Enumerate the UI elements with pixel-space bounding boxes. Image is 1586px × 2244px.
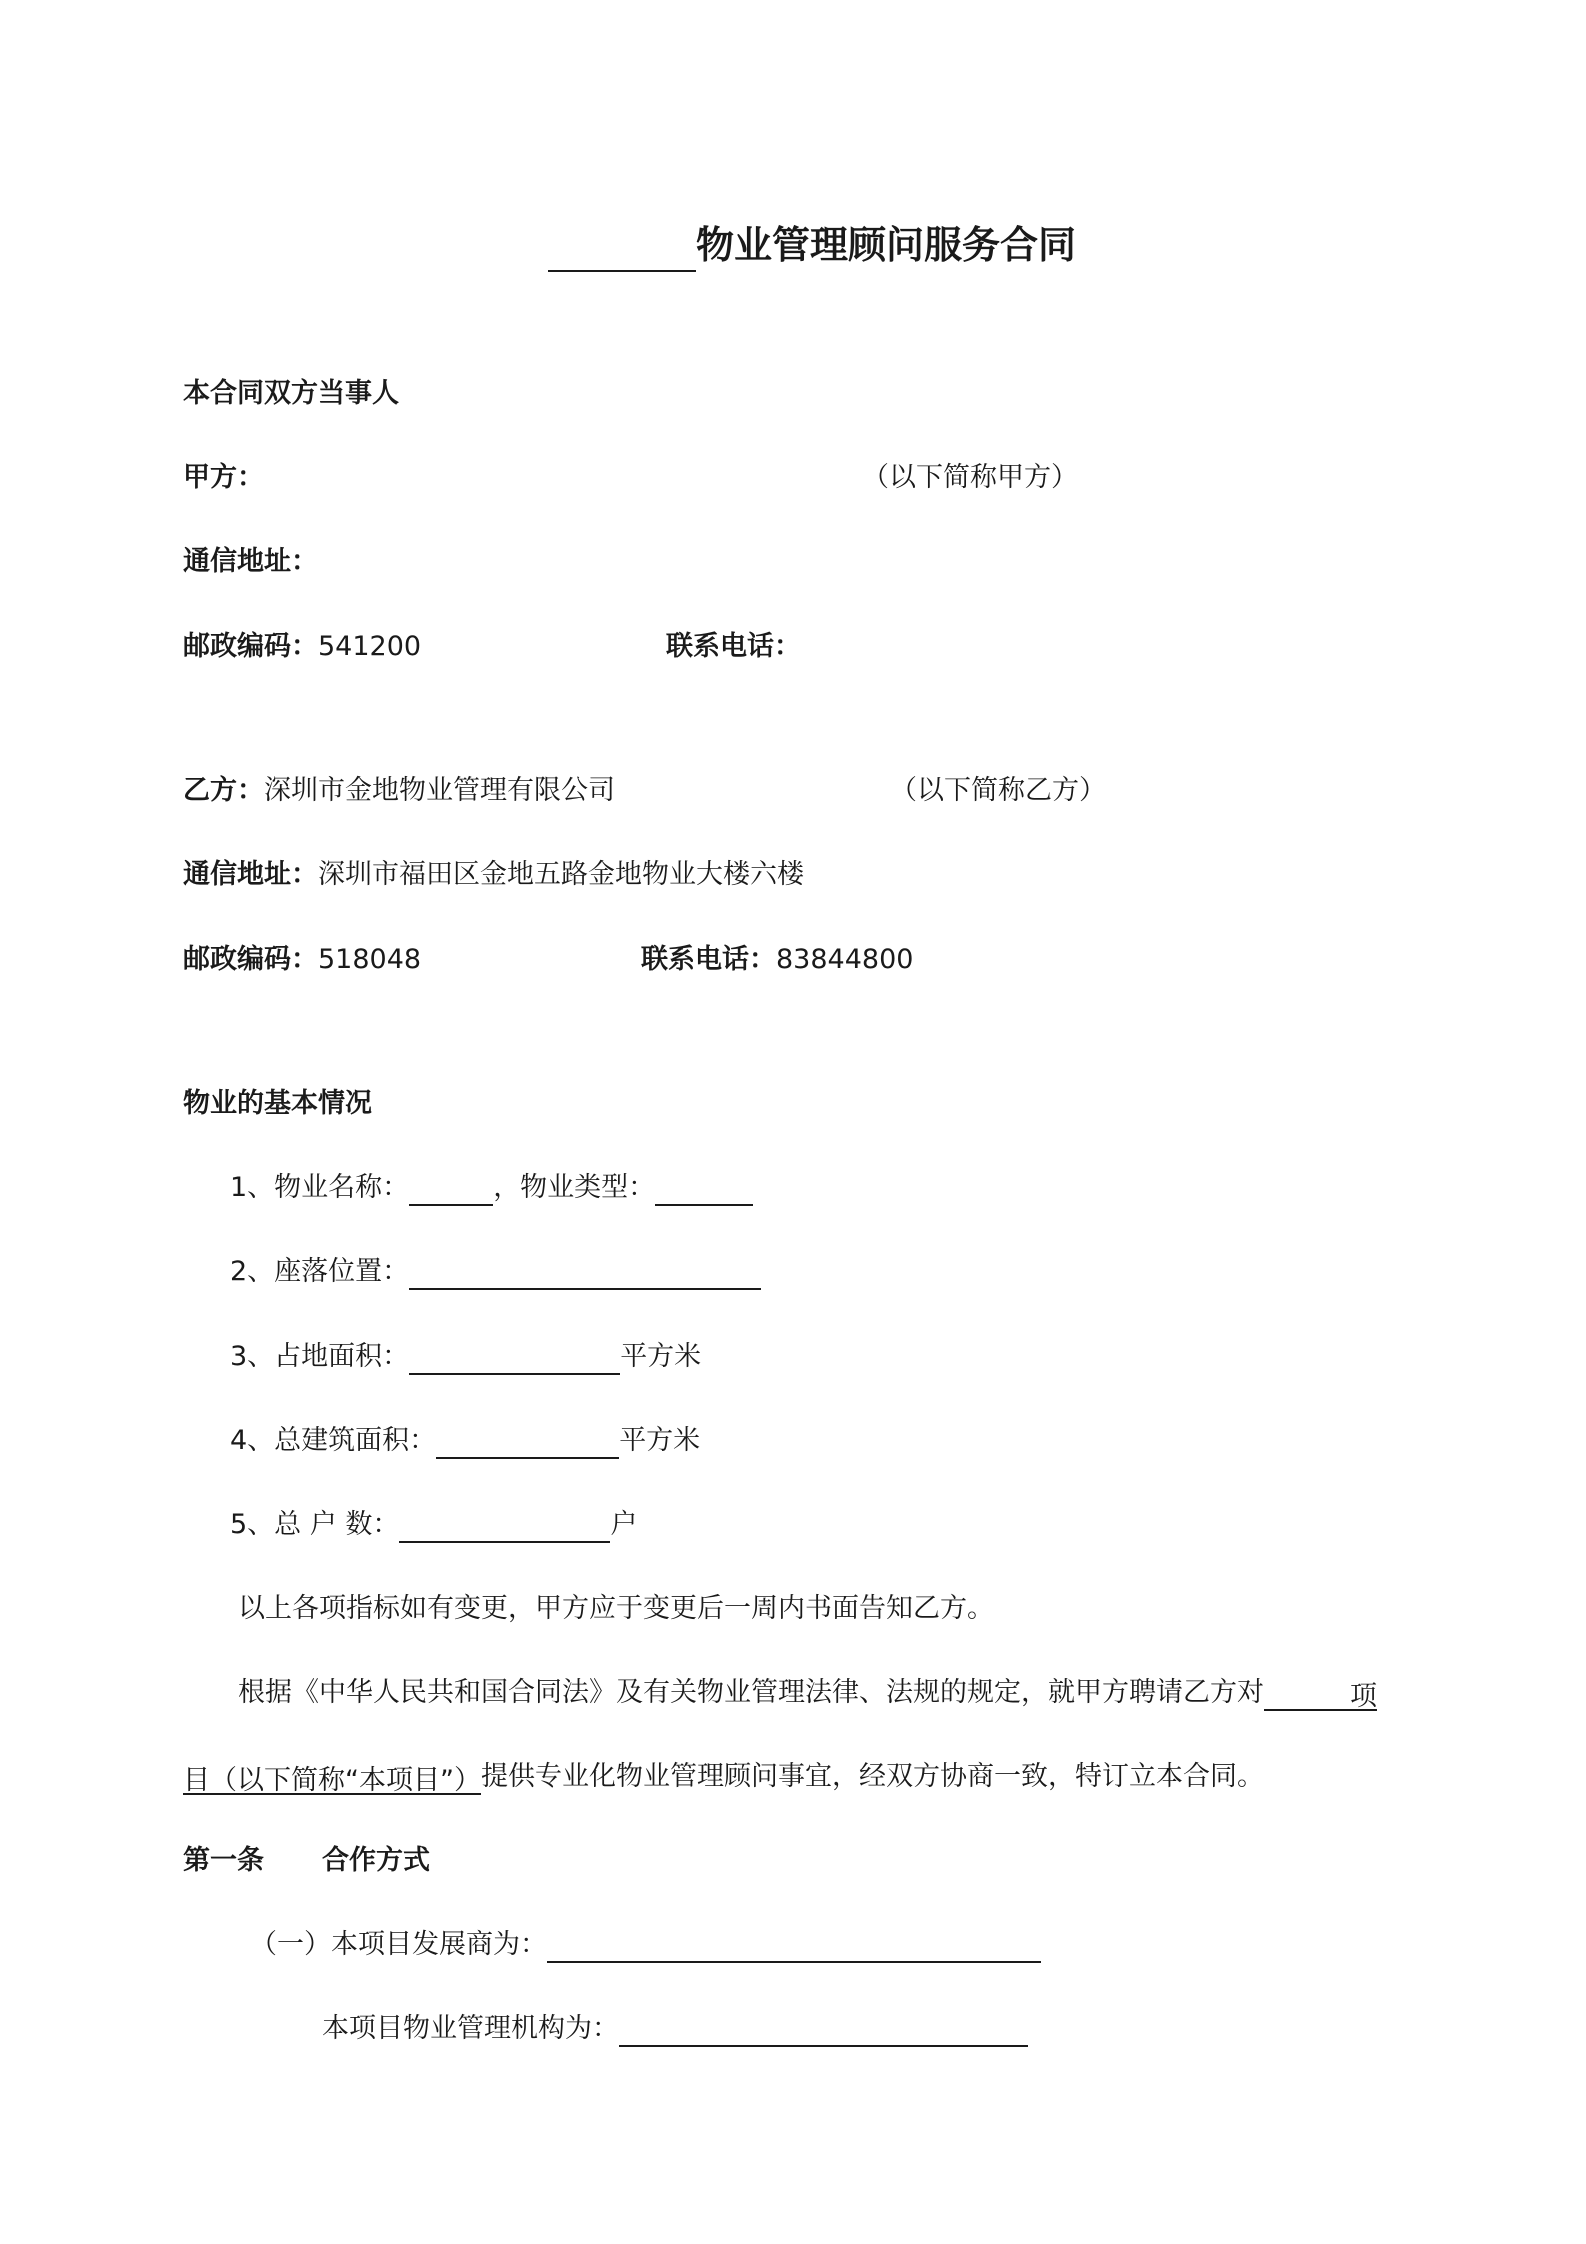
property-item-3 [230,1339,701,1375]
property-type-blank [655,1174,753,1206]
party-a-postcode-label: 邮政编码： [183,631,318,662]
article-1-item-2 [322,2011,1028,2047]
party-b-row [183,773,615,809]
party-b-phone-row [641,942,913,978]
article-1-number: 第一条 [183,1845,264,1876]
property-heading: 物业的基本情况 [183,1088,372,1119]
households-blank [399,1511,610,1543]
intro-text-1: 根据《中华人民共和国合同法》及有关物业管理法律、法规的规定，就甲方聘请乙方对 [238,1677,1264,1708]
party-b-address-label: 通信地址： [183,859,318,890]
party-b-postcode-label: 邮政编码： [183,944,318,975]
article-1-title: 合作方式 [322,1845,430,1876]
land-area-label: 3、占地面积： [230,1341,410,1372]
property-item-5 [230,1507,637,1543]
management-org-label: 本项目物业管理机构为： [322,2013,619,2044]
party-b-postcode: 518048 [318,944,422,975]
party-b-label: 乙方： [183,775,264,806]
article-1-item-1 [250,1927,1041,1963]
property-item-4 [230,1423,700,1459]
party-a-label: 甲方： [183,462,264,493]
party-b-phone-label: 联系电话： [641,944,776,975]
developer-label: （一）本项目发展商为： [250,1929,547,1960]
property-item-1 [230,1170,753,1206]
project-name-blank [1264,1679,1350,1711]
developer-blank [547,1931,1041,1963]
property-change-note: 以上各项指标如有变更，甲方应于变更后一周内书面告知乙方。 [238,1593,994,1624]
party-a-address-label: 通信地址： [183,546,318,577]
property-name-blank [409,1174,493,1206]
building-area-label: 4、总建筑面积： [230,1425,437,1456]
location-label: 2、座落位置： [230,1256,410,1287]
property-name-label: 1、物业名称： [230,1172,410,1203]
intro-line-1 [238,1675,1377,1711]
party-b-phone: 83844800 [776,944,914,975]
parties-heading: 本合同双方当事人 [183,378,399,409]
building-area-unit: 平方米 [619,1425,701,1456]
party-b-postcode-row [183,942,421,978]
party-a-postcode-row [183,629,421,665]
party-a-postcode: 541200 [318,631,422,662]
intro-text-2: 提供专业化物业管理顾问事宜，经双方协商一致，特订立本合同。 [480,1761,1264,1792]
title-blank-line [548,270,696,272]
page-title: 物业管理顾问服务合同 [696,223,1077,267]
party-b-address: 深圳市福田区金地五路金地物业大楼六楼 [318,859,804,890]
party-b-name: 深圳市金地物业管理有限公司 [264,775,615,806]
party-b-address-row [183,857,804,893]
location-blank [409,1258,761,1290]
property-type-label: ，物业类型： [493,1172,656,1203]
households-unit: 户 [610,1509,638,1540]
party-b-alias: （以下简称乙方） [890,775,1106,806]
land-area-blank [409,1343,620,1375]
party-a-phone-label: 联系电话： [666,631,801,662]
households-label: 5、总 户 数： [230,1509,400,1540]
building-area-blank [436,1427,619,1459]
party-a-alias: （以下简称甲方） [862,462,1078,493]
intro-text-2-underlined: 目（以下简称“本项目”） [183,1765,481,1796]
intro-line1-tail: 项 [1350,1681,1377,1712]
property-item-2 [230,1254,761,1290]
management-org-blank [619,2015,1028,2047]
land-area-unit: 平方米 [620,1341,702,1372]
intro-line-2 [183,1759,1264,1795]
